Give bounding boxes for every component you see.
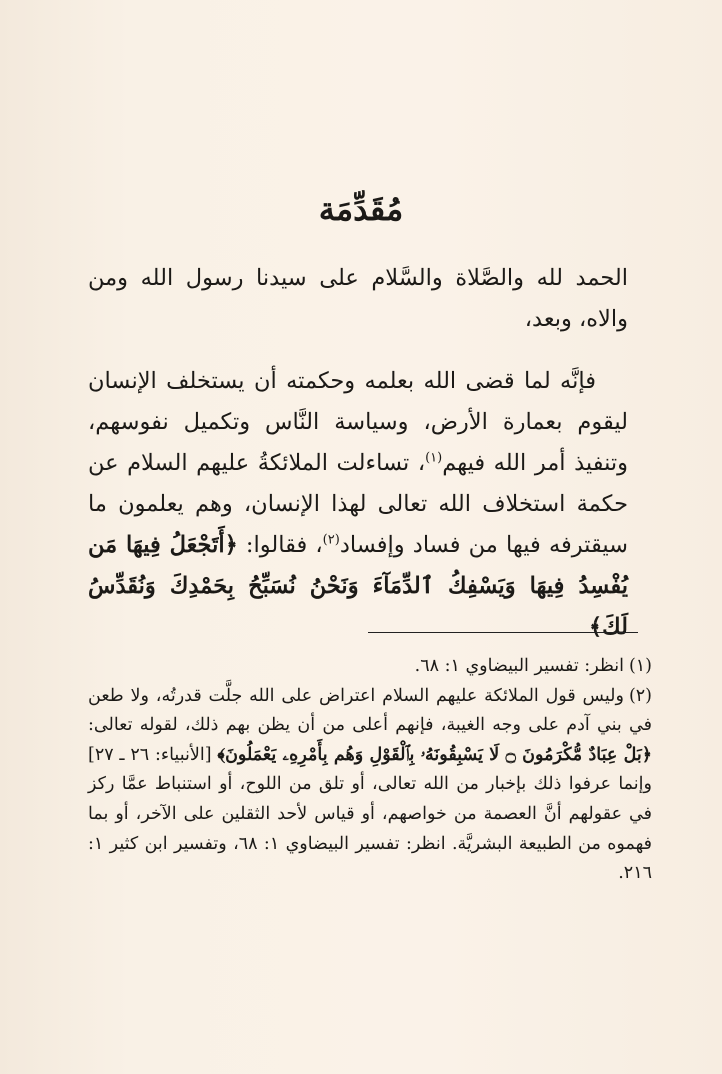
intro-paragraph: الحمد لله والصَّلاة والسَّلام على سيدنا رسول الله ومن والاه، وبعد، <box>88 265 628 332</box>
footnote-ref-2[interactable]: (٢) <box>322 532 340 548</box>
page-title: مُقَدِّمَة <box>318 190 404 228</box>
footnote-number: (٢) <box>628 685 652 706</box>
paragraph-part-1: فإنَّه لما قضى الله بعلمه وحكمته أن يستخلف الإنسان ليقوم بعمارة الأرض، وسياسة النَّاس وتكميل نفوسهم، وتنفيذ أمر الله فيهم <box>88 368 628 476</box>
main-paragraph <box>88 361 628 648</box>
footnotes-section <box>88 652 652 889</box>
footnote-number: (١) <box>628 656 652 676</box>
footnote-divider <box>368 632 638 633</box>
footnote-quran-verse: ﴿بَلْ عِبَادٌ مُّكْرَمُونَ ۝ لَا يَسْبِقُونَهُۥ بِٱلْقَوْلِ وَهُم بِأَمْرِهِۦ يَعْمَلُونَ﴾ <box>217 744 653 765</box>
paragraph-part-2: ، تساءلت الملائكةُ عليهم السلام عن حكمة استخلاف الله تعالى لهذا الإنسان، وهم يعلمون ما سيقترفه فيها من فساد وإفساد <box>88 450 628 558</box>
footnote-text-continued: [الأنبياء: ٢٦ ـ ٢٧] وإنما عرفوا ذلك بإخبار من الله تعالى، أو تلق من اللوح، أو استنباط عمَّا ركز في عقولهم أنَّ العصمة من خواصهم، أو قياس لأحد الثقلين على الآخر، أو بما فهموه من الطبيعة البشريَّة. انظر: تفسير البيضاوي ١: ٦٨، وتفسير ابن كثير ١: ٢١٦. <box>88 744 652 884</box>
paragraph-part-3: ، فقالوا: <box>237 532 323 558</box>
footnote-text: انظر: تفسير البيضاوي ١: ٦٨. <box>414 656 624 676</box>
footnote-ref-1[interactable]: (١) <box>425 450 443 466</box>
quran-verse: ﴿أَتَجْعَلُ فِيهَا مَن يُفْسِدُ فِيهَا وَيَسْفِكُ ٱلدِّمَآءَ وَنَحْنُ نُسَبِّحُ بِحَمْدِكَ وَنُقَدِّسُ لَكَ﴾ <box>88 532 628 640</box>
main-text <box>88 258 628 648</box>
footnote-1 <box>88 652 652 682</box>
footnote-2 <box>88 682 652 889</box>
footnote-text: وليس قول الملائكة عليهم السلام اعتراض على الله جلَّت قدرتُه، ولا طعن في بني آدم على وجه الغيبة، فإنهم أعلى من أن يظن بهم ذلك، لقوله تعالى: <box>88 685 652 736</box>
